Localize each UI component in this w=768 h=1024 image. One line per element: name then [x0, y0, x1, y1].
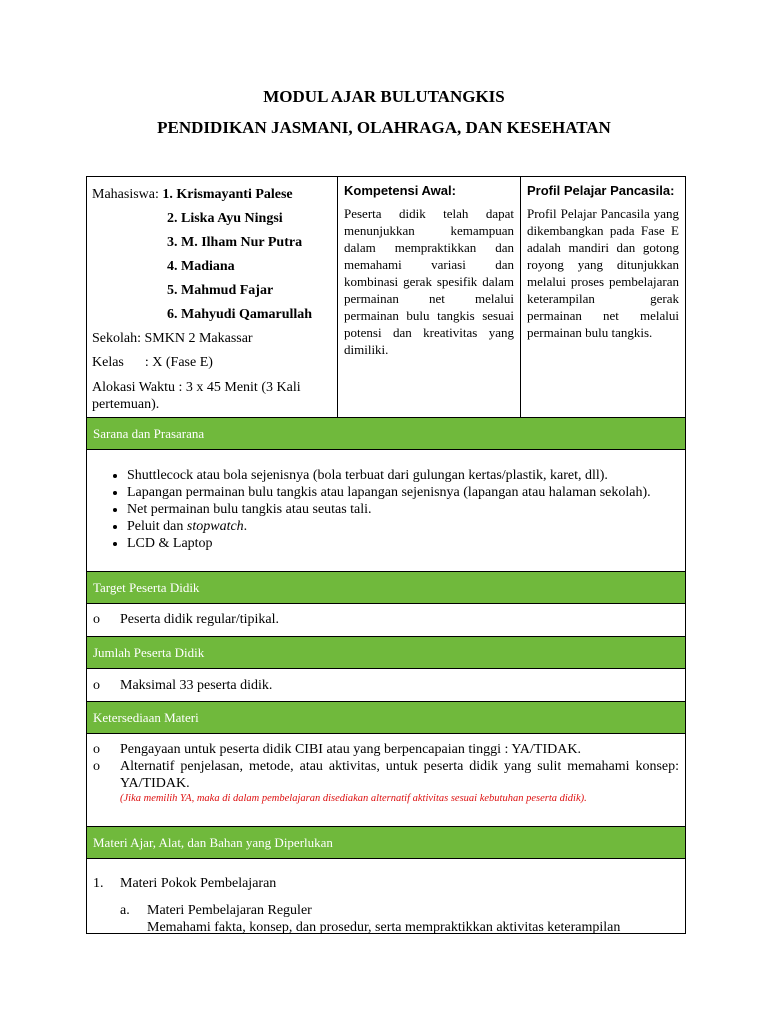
list-item — [87, 741, 685, 758]
sub-list-item — [87, 902, 685, 936]
circle-bullet: o — [93, 742, 100, 757]
peluit-period: . — [243, 519, 248, 534]
list-item — [87, 758, 685, 792]
list-number: 1. — [93, 876, 104, 891]
student-line-1 — [92, 183, 332, 207]
list-item: • Net permainan bulu tangkis atau seutas tali. — [127, 501, 679, 518]
profile-cell — [521, 177, 685, 417]
sub-text: Memahami fakta, konsep, dan prosedur, serta mempraktikkan aktivitas keterampilan — [147, 920, 621, 935]
sub-title: Materi Pembelajaran Reguler — [147, 903, 312, 918]
list-item: • Lapangan permainan bulu tangkis atau lapangan sejenisnya (lapangan atau halaman sekolah). — [127, 484, 679, 501]
student-name: 5. Mahmud Fajar — [167, 283, 274, 298]
section-header-ketersediaan: Ketersediaan Materi — [86, 702, 686, 733]
competency-text: Peserta didik telah dapat menunjukkan kemampuan dalam mempraktikkan dan memahami variasi dan kombinasi gerak spesifik dalam permainan net melalui permainan bulu tangkis sesuai potensi dan kreativitas yang dimiliki. — [344, 206, 514, 357]
ketersediaan-text: Alternatif penjelasan, metode, atau aktivitas, untuk peserta didik yang sulit memahami konsep: YA/TIDAK. — [120, 759, 679, 791]
module-table — [86, 176, 686, 934]
ketersediaan-text: Pengayaan untuk peserta didik CIBI atau yang berpencapaian tinggi : YA/TIDAK. — [120, 742, 581, 757]
section-header-jumlah: Jumlah Peserta Didik — [86, 637, 686, 668]
jumlah-box — [86, 668, 686, 702]
list-item — [127, 518, 679, 535]
sub-list-body — [147, 902, 679, 936]
class-line: Kelas : X (Fase E) — [92, 355, 213, 370]
competency-heading: Kompetensi Awal: — [344, 183, 456, 198]
section-header-sarana: Sarana dan Prasarana — [86, 418, 686, 449]
target-box — [86, 603, 686, 637]
ketersediaan-box — [86, 733, 686, 827]
list-item: • LCD & Laptop — [127, 535, 679, 552]
stopwatch-text: stopwatch — [186, 519, 244, 534]
student-name: 2. Liska Ayu Ningsi — [167, 211, 283, 226]
document-title: MODUL AJAR BULUTANGKIS — [263, 87, 505, 106]
section-header-materi: Materi Ajar, Alat, dan Bahan yang Diperlukan — [86, 827, 686, 858]
target-text: Peserta didik regular/tipikal. — [120, 612, 280, 627]
competency-cell — [338, 177, 521, 417]
list-item: • Shuttlecock atau bola sejenisnya (bola terbuat dari gulungan kertas/plastik, karet, dll). — [127, 467, 679, 484]
section-header-target: Target Peserta Didik — [86, 572, 686, 603]
jumlah-text: Maksimal 33 peserta didik. — [120, 678, 273, 693]
list-item — [87, 875, 685, 892]
student-name: 6. Mahyudi Qamarullah — [167, 307, 313, 322]
profile-text: Profil Pelajar Pancasila yang dikembangkan pada Fase E adalah mandiri dan gotong royong yang ditunjukkan melalui proses pembelajaran keterampilan gerak permainan net melalui permainan bulu tangkis. — [527, 206, 679, 340]
list-item — [87, 611, 685, 628]
sarana-box — [86, 449, 686, 572]
sub-list-marker: a. — [120, 903, 130, 918]
student-name: 1. Krismayanti Palese — [162, 187, 293, 202]
materi-item-text: Materi Pokok Pembelajaran — [120, 876, 277, 891]
student-info-cell — [87, 177, 338, 417]
time-allocation-line: Alokasi Waktu : 3 x 45 Menit (3 Kali pertemuan). — [92, 380, 301, 412]
materi-box — [86, 858, 686, 934]
school-line: Sekolah: SMKN 2 Makassar — [92, 331, 253, 346]
document-subtitle: PENDIDIKAN JASMANI, OLAHRAGA, DAN KESEHATAN — [157, 118, 611, 137]
ketersediaan-note: (Jika memilih YA, maka di dalam pembelajaran disediakan alternatif aktivitas sesuai kebutuhan peserta didik). — [120, 793, 587, 804]
profile-heading: Profil Pelajar Pancasila: — [527, 183, 675, 198]
student-name: 3. M. Ilham Nur Putra — [167, 235, 303, 250]
circle-bullet: o — [93, 678, 100, 693]
list-item — [87, 677, 685, 694]
info-row — [86, 176, 686, 418]
student-name: 4. Madiana — [167, 259, 235, 274]
peluit-text: Peluit dan — [127, 519, 187, 534]
circle-bullet: o — [93, 759, 100, 774]
sarana-list — [87, 462, 685, 556]
circle-bullet: o — [93, 612, 100, 627]
mahasiswa-label: Mahasiswa: — [92, 187, 163, 202]
